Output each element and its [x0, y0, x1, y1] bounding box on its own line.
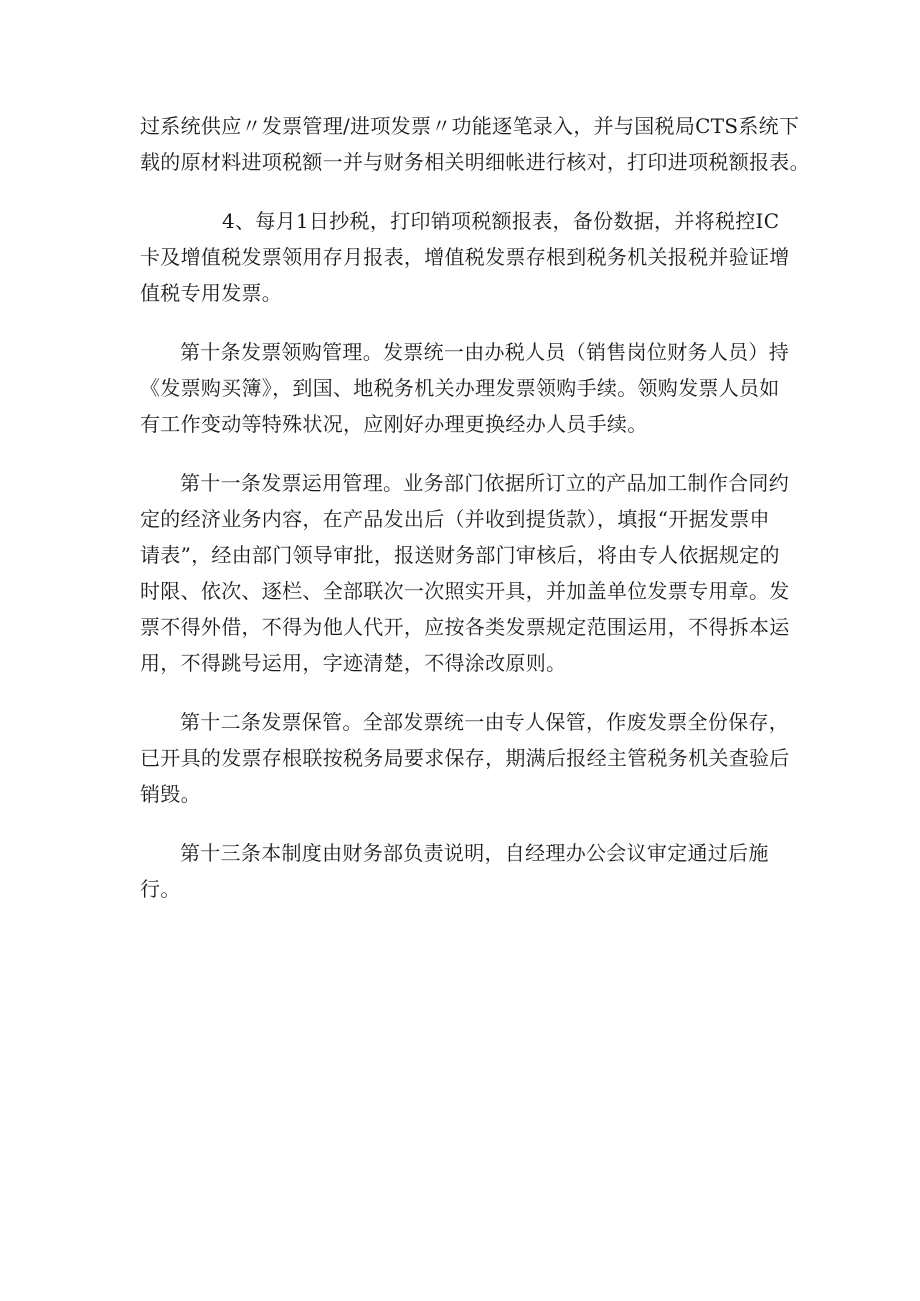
paragraph-article-13 [140, 835, 805, 907]
document-body [140, 108, 810, 907]
text-line: 第十三条本制度由财务部负责说明，自经理办公会议审定通过后施 [180, 841, 769, 865]
paragraph-article-10 [140, 334, 805, 442]
paragraph-invoice-entry [140, 108, 810, 180]
text-line: 第十条发票领购管理。发票统一由办税人员（销售岗位财务人员）持 [180, 340, 789, 364]
text-line: 票不得外借，不得为他人代开，应按各类发票规定范围运用，不得拆本运 [140, 615, 790, 639]
paragraph-monthly-tax-copy [140, 203, 805, 311]
text-line: 载的原材料进项税额一并与财务相关明细帐进行核对，打印进项税额报表。 [140, 150, 810, 174]
text-line: 有工作变动等特殊状况，应刚好办理更换经办人员手续。 [140, 412, 648, 436]
text-line: 用，不得跳号运用，字迹清楚，不得涂改原则。 [140, 651, 567, 675]
text-line: 卡及增值税发票领用存月报表，增值税发票存根到税务机关报税并验证增 [140, 245, 790, 269]
text-line: 定的经济业务内容，在产品发出后（并收到提货款），填报“开据发票申 [140, 507, 770, 531]
text-line: 销毁。 [140, 782, 201, 806]
text-line: 过系统供应〃发票管理/进项发票〃功能逐笔录入，并与国税局CTS系统下 [140, 114, 800, 138]
text-line: 请表”，经由部门领导审批，报送财务部门审核后，将由专人依据规定的 [140, 543, 780, 567]
text-line: 已开具的发票存根联按税务局要求保存，期满后报经主管税务机关查验后 [140, 746, 790, 770]
text-line: 行。 [140, 877, 181, 901]
paragraph-article-12 [140, 704, 805, 812]
text-line: 4、每月1日抄税，打印销项税额报表，备份数据，并将税控IC [222, 209, 780, 233]
text-line: 第十一条发票运用管理。业务部门依据所订立的产品加工制作合同约 [180, 471, 789, 495]
text-line: 时限、依次、逐栏、全部联次一次照实开具，并加盖单位发票专用章。发 [140, 579, 790, 603]
text-line: 第十二条发票保管。全部发票统一由专人保管，作废发票全份保存， [180, 710, 789, 734]
text-line: 《发票购买簿》，到国、地税务机关办理发票领购手续。领购发票人员如 [140, 376, 780, 400]
text-line: 值税专用发票。 [140, 281, 283, 305]
paragraph-article-11 [140, 465, 805, 681]
